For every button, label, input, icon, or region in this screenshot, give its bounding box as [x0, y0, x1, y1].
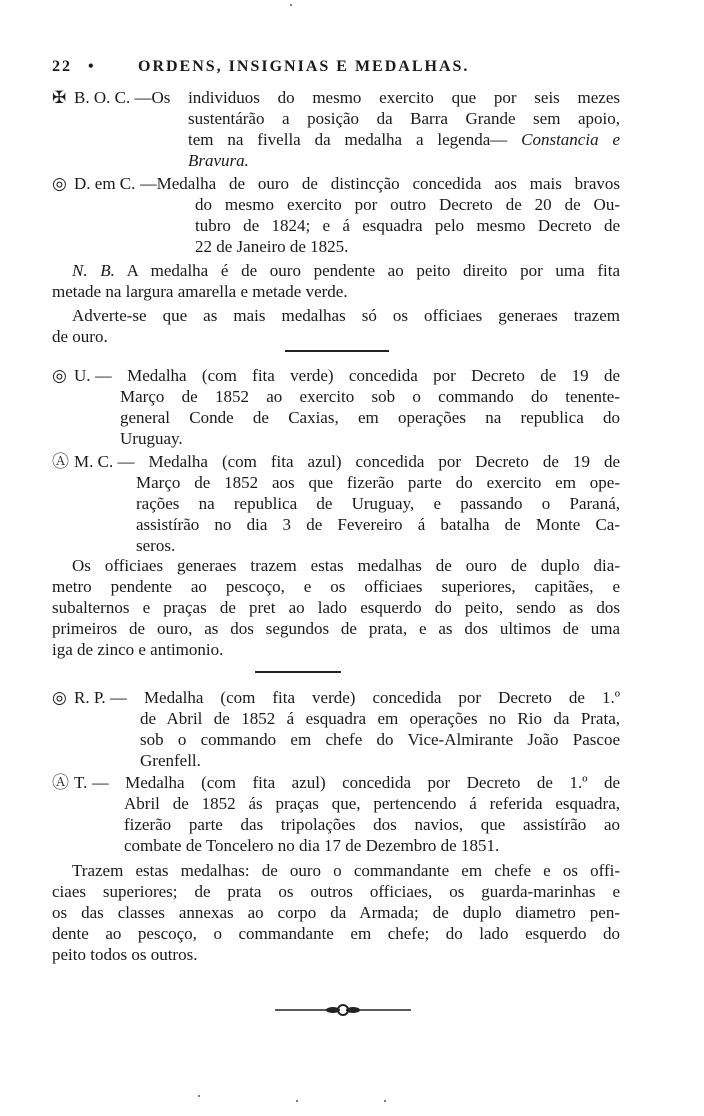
line-text — [120, 428, 620, 449]
line-text — [72, 555, 620, 576]
line-text — [52, 281, 620, 302]
text-run: de Abril de 1852 á esquadra em operações no Rio da Prata, — [140, 709, 620, 728]
text-line — [52, 407, 620, 428]
italic-text: Bravura. — [188, 151, 249, 170]
text-run: peito todos os outros. — [52, 945, 198, 964]
text-run: primeiros de ouro, as dos segundos de prata, e as dos ultimos de uma — [52, 619, 620, 638]
line-text — [52, 597, 620, 618]
line-text — [52, 923, 620, 944]
text-line — [52, 428, 620, 449]
text-run: Março de 1852 aos que fizerão parte do exercito em ope- — [136, 473, 620, 492]
line-text — [120, 407, 620, 428]
text-run: — Medalha (com fita verde) concedida por Decreto de 19 de — [94, 366, 620, 385]
text-run: ciaes superiores; de prata os outros officiaes, os guarda-marinhas e — [52, 882, 620, 901]
line-text — [72, 260, 620, 281]
text-run: Uruguay. — [120, 429, 183, 448]
text-line — [52, 150, 620, 171]
italic-text: Constancia e — [521, 130, 620, 149]
line-text — [110, 687, 620, 708]
text-run: Março de 1852 ao exercito sob o commando do tenente- — [120, 387, 620, 406]
line-text — [140, 750, 620, 771]
entry-abbreviation: R. P. — [74, 688, 110, 707]
text-run: subalternos e praças de pret ao lado esquerdo do peito, sendo as dos — [52, 598, 620, 617]
italic-text: N. B. — [72, 261, 115, 280]
paragraph-nota-bene — [52, 260, 620, 302]
text-line — [52, 729, 620, 750]
text-line — [52, 793, 620, 814]
entry-u — [52, 365, 620, 449]
entry-first-line — [52, 451, 620, 472]
entry-d-em-c — [52, 173, 620, 257]
text-line — [52, 639, 620, 660]
line-text — [52, 944, 620, 965]
text-line — [52, 618, 620, 639]
text-line — [52, 129, 620, 150]
text-run: iga de zinco e antimonio. — [52, 640, 224, 659]
line-text — [136, 514, 620, 535]
text-run: rações na republica de Uruguay, e passando o Paraná, — [136, 494, 620, 513]
text-run: do mesmo exercito por outro Decreto de 20 de Ou- — [195, 195, 620, 214]
text-line — [52, 902, 620, 923]
text-run: — Medalha (com fita azul) concedida por Decreto de 1.º de — [91, 773, 620, 792]
entry-label — [52, 687, 110, 708]
line-text — [136, 493, 620, 514]
text-run: —Medalha de ouro de distincção concedida aos mais bravos — [139, 174, 620, 193]
entry-abbreviation: T. — [74, 773, 92, 792]
line-text — [124, 835, 620, 856]
text-line — [52, 326, 620, 347]
line-text — [140, 173, 620, 194]
entry-label — [52, 173, 140, 194]
text-run: fizerão parte das tripolações dos navios, que assistírão ao — [124, 815, 620, 834]
entry-mc — [52, 451, 620, 556]
text-line — [52, 555, 620, 576]
line-text — [188, 150, 620, 171]
line-text — [52, 639, 620, 660]
text-run: combate de Toncelero no dia 17 de Dezembro de 1851. — [124, 836, 500, 855]
entry-label — [52, 772, 92, 793]
text-run: Trazem estas medalhas: de ouro o commandante em chefe e os offi- — [72, 861, 620, 880]
text-run: tubro de 1824; e á esquadra pelo mesmo Decreto de — [195, 216, 620, 235]
text-run: metro pendente ao pescoço, e os officiaes superiores, capitães, e — [52, 577, 620, 596]
end-ornament — [275, 1003, 411, 1017]
text-line — [52, 194, 620, 215]
text-run: Adverte-se que as mais medalhas só os officiaes generaes trazem — [72, 306, 620, 325]
text-run: sob o commando em chefe do Vice-Almirante João Pascoe — [140, 730, 620, 749]
line-text — [195, 236, 620, 257]
paragraph-adverte — [52, 305, 620, 347]
entry-rp — [52, 687, 620, 771]
text-line — [52, 944, 620, 965]
entry-first-line — [52, 772, 620, 793]
text-run: Grenfell. — [140, 751, 201, 770]
entry-label — [52, 451, 117, 472]
paragraph-officiaes — [52, 555, 620, 660]
line-text — [195, 194, 620, 215]
entry-abbreviation: D. em C. — [74, 174, 140, 193]
line-text — [140, 729, 620, 750]
medal-icon: ✠ — [52, 88, 67, 107]
text-line — [52, 597, 620, 618]
entry-first-line — [52, 687, 620, 708]
text-line — [52, 514, 620, 535]
line-text — [124, 793, 620, 814]
scan-speck — [296, 1100, 298, 1102]
entry-label — [52, 87, 134, 108]
page-title: ORDENS, INSIGNIAS E MEDALHAS. — [138, 58, 470, 75]
text-line — [52, 386, 620, 407]
line-text — [124, 814, 620, 835]
medal-icon: Ⓐ — [52, 773, 69, 792]
text-line — [52, 281, 620, 302]
text-line — [52, 215, 620, 236]
text-run: general Conde de Caxias, em operações na republica do — [120, 408, 620, 427]
line-text — [188, 129, 620, 150]
page-number: 22 — [52, 58, 72, 75]
text-run: de ouro. — [52, 327, 108, 346]
line-text — [120, 386, 620, 407]
text-run: — Medalha (com fita verde) concedida por Decreto de 1.º — [109, 688, 620, 707]
entry-first-line — [52, 173, 620, 194]
entry-t — [52, 772, 620, 856]
header-dot: • — [88, 58, 96, 75]
text-run: 22 de Janeiro de 1825. — [195, 237, 349, 256]
entry-label — [52, 365, 95, 386]
line-text — [195, 215, 620, 236]
scan-speck — [290, 4, 292, 6]
text-run: assistírão no dia 3 de Fevereiro á batalha de Monte Ca- — [136, 515, 620, 534]
line-text — [136, 535, 620, 556]
text-run: A medalha é de ouro pendente ao peito direito por uma fita — [114, 261, 620, 280]
text-run: — Medalha (com fita azul) concedida por Decreto de 19 de — [117, 452, 620, 471]
text-line — [52, 305, 620, 326]
line-text — [52, 902, 620, 923]
line-text — [52, 576, 620, 597]
text-line — [52, 260, 620, 281]
text-line — [52, 708, 620, 729]
entry-first-line — [52, 87, 620, 108]
text-line — [52, 923, 620, 944]
text-line — [52, 881, 620, 902]
section-divider — [285, 350, 389, 352]
line-text — [117, 451, 620, 472]
line-text — [52, 881, 620, 902]
medal-icon: ◎ — [52, 688, 67, 707]
text-line — [52, 472, 620, 493]
text-run: tem na fivella da medalha a legenda— — [188, 130, 522, 149]
line-text — [136, 472, 620, 493]
text-run: metade na largura amarella e metade verde. — [52, 282, 348, 301]
text-run: sustentárão a posição da Barra Grande sem apoio, — [188, 109, 620, 128]
text-line — [52, 814, 620, 835]
medal-icon: ◎ — [52, 366, 67, 385]
text-line — [52, 835, 620, 856]
text-run: dente ao pescoço, o commandante em chefe; do lado esquerdo do — [52, 924, 620, 943]
scan-speck — [384, 1100, 386, 1102]
medal-icon: ◎ — [52, 174, 67, 193]
line-text — [52, 326, 620, 347]
scan-speck — [198, 1095, 200, 1097]
line-text — [72, 860, 620, 881]
text-line — [52, 535, 620, 556]
paragraph-trazem — [52, 860, 620, 965]
text-run: seros. — [136, 536, 176, 555]
text-line — [52, 860, 620, 881]
text-run: os das classes annexas ao corpo da Armada; de duplo diametro pen- — [52, 903, 620, 922]
text-run: Os officiaes generaes trazem estas medalhas de ouro de duplo dia- — [72, 556, 620, 575]
medal-icon: Ⓐ — [52, 452, 69, 471]
text-line — [52, 236, 620, 257]
line-text — [140, 708, 620, 729]
line-text — [92, 772, 620, 793]
text-run: —Os individuos do mesmo exercito que por seis mezes — [134, 88, 620, 107]
line-text — [188, 108, 620, 129]
line-text — [52, 618, 620, 639]
line-text — [134, 87, 620, 108]
text-run: Abril de 1852 ás praças que, pertencendo á referida esquadra, — [124, 794, 620, 813]
text-line — [52, 750, 620, 771]
entry-first-line — [52, 365, 620, 386]
entry-boc — [52, 87, 620, 171]
line-text — [72, 305, 620, 326]
entry-abbreviation: B. O. C. — [74, 88, 135, 107]
line-text — [95, 365, 620, 386]
text-line — [52, 108, 620, 129]
text-line — [52, 576, 620, 597]
section-divider — [255, 671, 341, 673]
entry-abbreviation: M. C. — [74, 452, 118, 471]
text-line — [52, 493, 620, 514]
entry-abbreviation: U. — [74, 366, 95, 385]
